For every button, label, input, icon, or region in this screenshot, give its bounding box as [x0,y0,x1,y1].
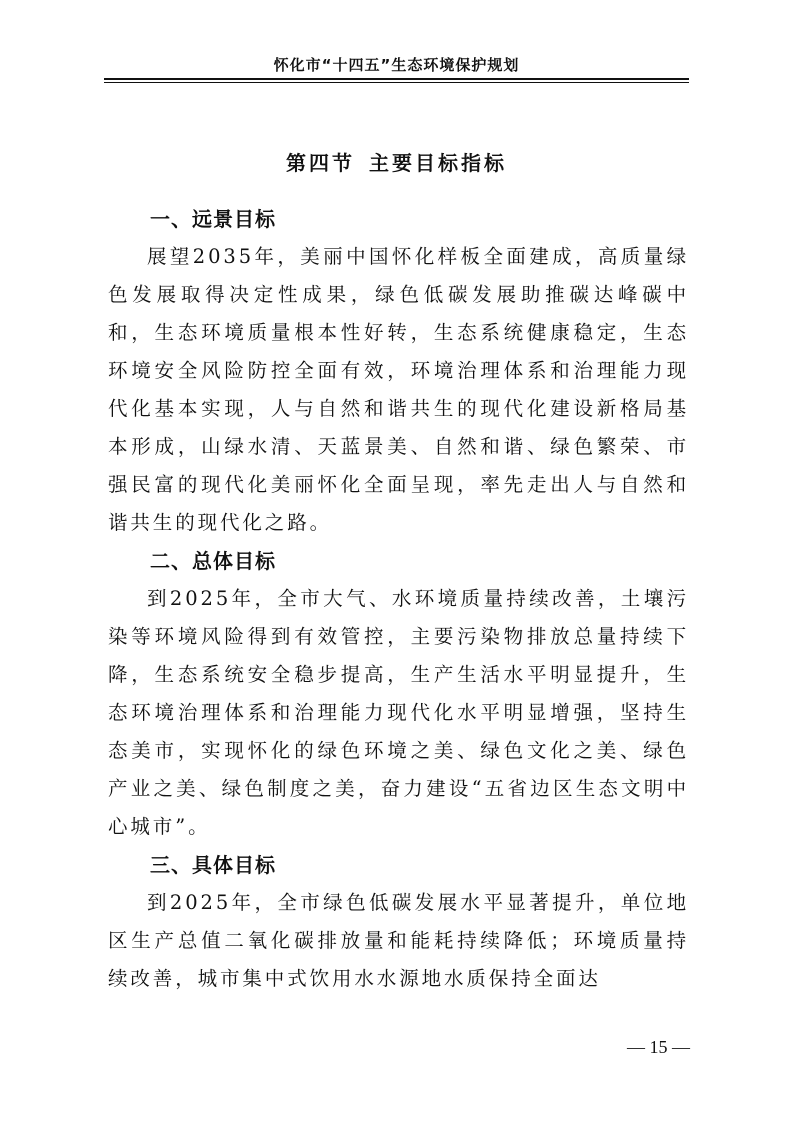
header-rule-thin [104,82,689,83]
paragraph-vision: 展望2035年，美丽中国怀化样板全面建成，高质量绿色发展取得决定性成果，绿色低碳发展助推碳达峰碳中和，生态环境质量根本性好转，生态系统健康稳定，生态环境安全风险防控全面有效，环境治理体系和治理能力现代化基本实现，人与自然和谐共生的现代化建设新格局基本形成，山绿水清、天蓝景美、自然和谐、绿色繁荣、市强民富的现代化美丽怀化全面呈现，率先走出人与自然和谐共生的现代化之路。 [108,245,689,534]
section-number: 第四节 [286,151,355,175]
subsection-heading-overall: 二、总体目标 [150,549,276,573]
paragraph-overall: 到2025年，全市大气、水环境质量持续改善，土壤污染等环境风险得到有效管控，主要污染物排放总量持续下降，生态系统安全稳步提高，生产生活水平明显提升，生态环境治理体系和治理能力现代化水平明显增强，坚持生态美市，实现怀化的绿色环境之美、绿色文化之美、绿色产业之美、绿色制度之美，奋力建设“五省边区生态文明中心城市”。 [108,587,689,838]
body-text [108,200,689,998]
page-number: — 15 — [627,1037,690,1057]
header-rule [104,78,689,80]
subsection-heading-specific: 三、具体目标 [150,853,276,877]
subsection-heading-vision: 一、远景目标 [150,207,276,231]
running-header: 怀化市“十四五”生态环境保护规划 [273,56,520,74]
section-heading: 主要目标指标 [369,151,507,175]
paragraph-specific: 到2025年，全市绿色低碳发展水平显著提升，单位地区生产总值二氧化碳排放量和能耗持续降低；环境质量持续改善，城市集中式饮用水水源地水质保持全面达 [108,891,689,990]
section-title [0,150,793,176]
